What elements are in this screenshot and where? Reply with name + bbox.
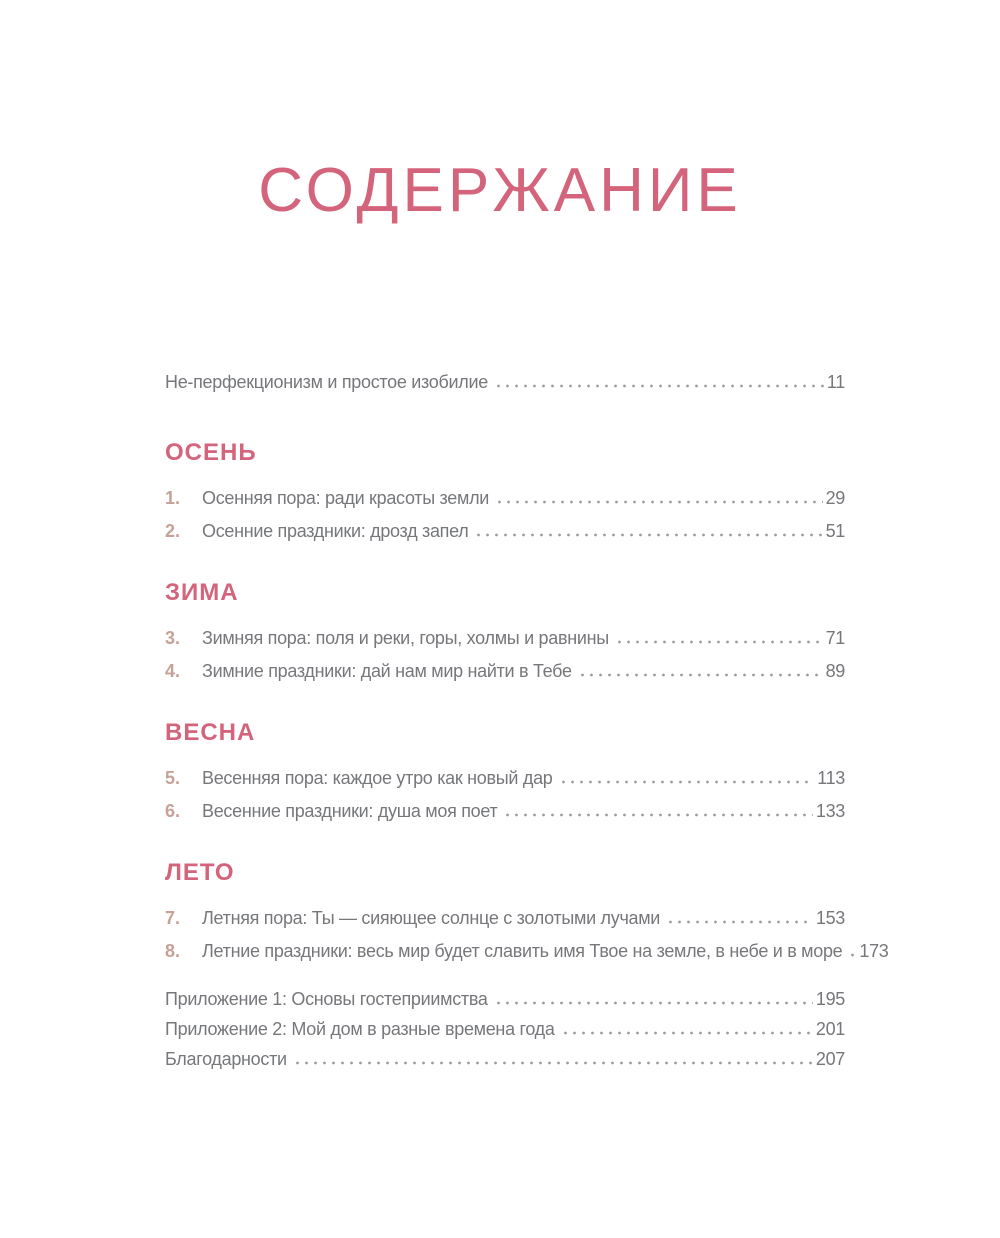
page-number: 153 — [815, 908, 845, 929]
section-items — [165, 487, 845, 542]
toc-appendix — [165, 973, 845, 1070]
chapter-title: Не-перфекционизм и простое изобилие — [165, 372, 488, 393]
chapter-title: Зимние праздники: дай нам мир найти в Тебе — [202, 661, 572, 682]
toc-row — [165, 907, 845, 929]
page-number: 195 — [815, 989, 845, 1010]
chapter-title: Благодарности — [165, 1049, 287, 1070]
toc-row — [165, 627, 845, 649]
toc-row — [165, 767, 845, 789]
toc-sections — [165, 413, 889, 962]
toc-row — [165, 660, 845, 682]
toc-section — [165, 413, 845, 542]
toc-row — [165, 1048, 845, 1070]
chapter-number: 7. — [165, 908, 181, 929]
chapter-title: Весенняя пора: каждое утро как новый дар — [202, 768, 553, 789]
table-of-contents — [165, 371, 889, 1070]
chapter-number: 4. — [165, 661, 181, 682]
chapter-title: Летние праздники: весь мир будет славить имя Твое на земле, в небе и в море — [202, 941, 843, 962]
dot-leader — [495, 500, 823, 504]
toc-section — [165, 553, 845, 682]
page-number: 173 — [859, 941, 889, 962]
dot-leader — [559, 780, 815, 784]
page-number: 71 — [825, 628, 845, 649]
dot-leader — [848, 953, 856, 957]
section-heading: ОСЕНЬ — [165, 439, 257, 467]
chapter-number: 6. — [165, 801, 181, 822]
chapter-number: 5. — [165, 768, 181, 789]
page-number: 89 — [825, 661, 845, 682]
chapter-title: Осенние праздники: дрозд запел — [202, 521, 469, 542]
chapter-number: 1. — [165, 488, 181, 509]
chapter-number: 8. — [165, 941, 181, 962]
toc-row — [165, 487, 845, 509]
page-title: СОДЕРЖАНИЕ — [258, 156, 742, 225]
chapter-title: Зимняя пора: поля и реки, горы, холмы и равнины — [202, 628, 609, 649]
page-number: 207 — [815, 1049, 845, 1070]
dot-leader — [293, 1061, 813, 1065]
toc-row — [165, 1018, 845, 1040]
chapter-title: Осенняя пора: ради красоты земли — [202, 488, 490, 509]
chapter-number: 2. — [165, 521, 181, 542]
dot-leader — [494, 1001, 813, 1005]
dot-leader — [615, 640, 823, 644]
page-number: 29 — [825, 488, 845, 509]
section-heading: ВЕСНА — [165, 719, 256, 747]
chapter-number: 3. — [165, 628, 181, 649]
dot-leader — [503, 813, 812, 817]
toc-row — [165, 520, 845, 542]
dot-leader — [494, 384, 824, 388]
dot-leader — [474, 533, 822, 537]
toc-row — [165, 800, 845, 822]
toc-section — [165, 693, 845, 822]
toc-row — [165, 940, 889, 962]
dot-leader — [666, 920, 813, 924]
section-heading: ЛЕТО — [165, 859, 235, 887]
toc-section — [165, 833, 889, 962]
dot-leader — [561, 1031, 813, 1035]
page-number: 113 — [817, 768, 845, 789]
section-heading: ЗИМА — [165, 579, 239, 607]
section-items — [165, 627, 845, 682]
chapter-title: Летняя пора: Ты — сияющее солнце с золотыми лучами — [202, 908, 661, 929]
toc-row — [165, 371, 845, 393]
chapter-title: Приложение 2: Мой дом в разные времена года — [165, 1019, 555, 1040]
section-items — [165, 907, 889, 962]
chapter-title: Приложение 1: Основы гостеприимства — [165, 989, 488, 1010]
chapter-title: Весенние праздники: душа моя поет — [202, 801, 498, 822]
page-number: 201 — [815, 1019, 845, 1040]
toc-row — [165, 988, 845, 1010]
dot-leader — [578, 673, 823, 677]
page-number: 133 — [815, 801, 845, 822]
page-number: 11 — [826, 372, 845, 393]
section-items — [165, 767, 845, 822]
page-number: 51 — [825, 521, 845, 542]
